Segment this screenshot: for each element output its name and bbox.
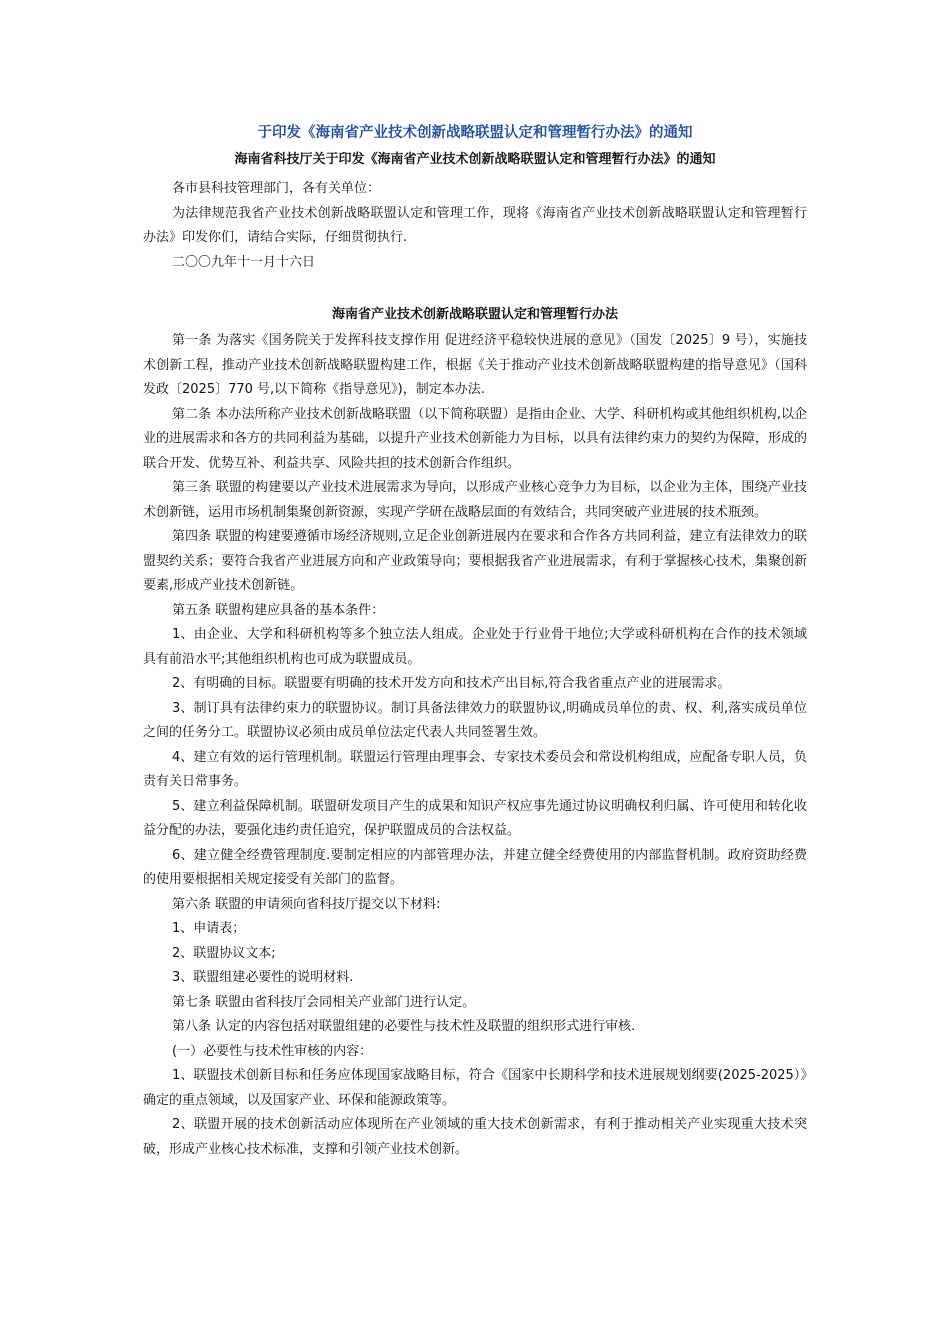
- section-spacer: [143, 275, 807, 305]
- document-title: 海南省产业技术创新战略联盟认定和管理暂行办法: [331, 307, 618, 322]
- list-item: 2、有明确的目标。联盟要有明确的技术开发方向和技术产出目标,符合我省重点产业的进展需求。: [172, 676, 731, 691]
- article-4: 第四条 联盟的构建要遵循市场经济规则,立足企业创新进展内在要求和合作各方共同利益，建立有法律效力的联盟契约关系；要符合我省产业进展方向和产业政策导向；要根据我省产业进展需求，有利于掌握核心技术，集聚创新要素,形成产业技术创新链。: [143, 529, 807, 593]
- article-8: 第八条 认定的内容包括对联盟组建的必要性与技术性及联盟的组织形式进行审核.: [172, 1019, 636, 1034]
- list-item: 2、联盟开展的技术创新活动应体现所在产业领域的重大技术创新需求，有利于推动相关产业实现重大技术突破，形成产业核心技术标准，支撑和引领产业技术创新。: [143, 1117, 807, 1157]
- article-6: 第六条 联盟的申请须向省科技厅提交以下材料:: [172, 896, 441, 912]
- article-5: 第五条 联盟构建应具备的基本条件：: [172, 602, 385, 618]
- notice-body: [143, 177, 807, 275]
- notice-salutation: 各市县科技管理部门，各有关单位：: [172, 181, 381, 196]
- article-7: 第七条 联盟由省科技厅会同相关产业部门进行认定。: [172, 994, 476, 1010]
- list-item: 6、建立健全经费管理制度.要制定相应的内部管理办法，并建立健全经费使用的内部监督机制。政府资助经费的使用要根据相关规定接受有关部门的监督。: [143, 847, 807, 887]
- list-item: 1、联盟技术创新目标和任务应体现国家战略目标，符合《国家中长期科学和技术进展规划纲要(2025-2025）》确定的重点领域，以及国家产业、环保和能源政策等。: [143, 1068, 807, 1108]
- list-item: 1、由企业、大学和科研机构等多个独立法人组成。企业处于行业骨干地位;大学或科研机构在合作的技术领域具有前沿水平;其他组织机构也可成为联盟成员。: [143, 627, 807, 667]
- article-1: 第一条 为落实《国务院关于发挥科技支撑作用 促进经济平稳较快进展的意见》（国发〔2025〕9 号），实施技术创新工程，推动产业技术创新战略联盟构建工作，根据《关于推动产业技术创新战略联盟构建的指导意见》（国科发政〔2025〕770 号,以下简称《指导意见》)，制定本办法.: [143, 333, 807, 397]
- list-item: 4、建立有效的运行管理机制。联盟运行管理由理事会、专家技术委员会和常设机构组成，应配备专职人员，负责有关日常事务。: [143, 749, 807, 789]
- list-item: 1、申请表；: [172, 921, 246, 936]
- article-2: 第二条 本办法所称产业技术创新战略联盟（以下简称联盟）是指由企业、大学、科研机构或其他组织机构,以企业的进展需求和各方的共同利益为基础，以提升产业技术创新能力为目标，以具有法律约束力的契约为保障，形成的联合开发、优势互补、利益共享、风险共担的技术创新合作组织。: [143, 406, 807, 471]
- list-item: 5、建立利益保障机制。联盟研发项目产生的成果和知识产权应事先通过协议明确权利归属、许可使用和转化收益分配的办法，要强化违约责任追究，保护联盟成员的合法权益。: [143, 798, 807, 838]
- notice-paragraph: 为法律规范我省产业技术创新战略联盟认定和管理工作，现将《海南省产业技术创新战略联盟认定和管理暂行办法》印发你们，请结合实际，仔细贯彻执行.: [143, 205, 807, 245]
- list-item: 2、联盟协议文本;: [172, 945, 276, 961]
- page-title: 于印发《海南省产业技术创新战略联盟认定和管理暂行办法》的通知: [257, 125, 693, 141]
- notice-date: 二〇〇九年十一月十六日: [172, 254, 316, 270]
- notice-subtitle: 海南省科技厅关于印发《海南省产业技术创新战略联盟认定和管理暂行办法》的通知: [234, 152, 716, 167]
- subsection-heading: (一）必要性与技术性审核的内容：: [172, 1043, 373, 1059]
- document-body: [143, 329, 807, 1162]
- list-item: 3、制订具有法律约束力的联盟协议。制订具备法律效力的联盟协议,明确成员单位的责、权、利,落实成员单位之间的任务分工。联盟协议必须由成员单位法定代表人共同签署生效。: [143, 700, 807, 740]
- list-item: 3、联盟组建必要性的说明材料.: [172, 970, 354, 985]
- article-3: 第三条 联盟的构建要以产业技术进展需求为导向，以形成产业核心竞争力为目标，以企业为主体，围绕产业技术创新链，运用市场机制集聚创新资源，实现产学研在战略层面的有效结合，共同突破产业进展的技术瓶颈。: [143, 480, 807, 520]
- document-page: [143, 122, 807, 1162]
